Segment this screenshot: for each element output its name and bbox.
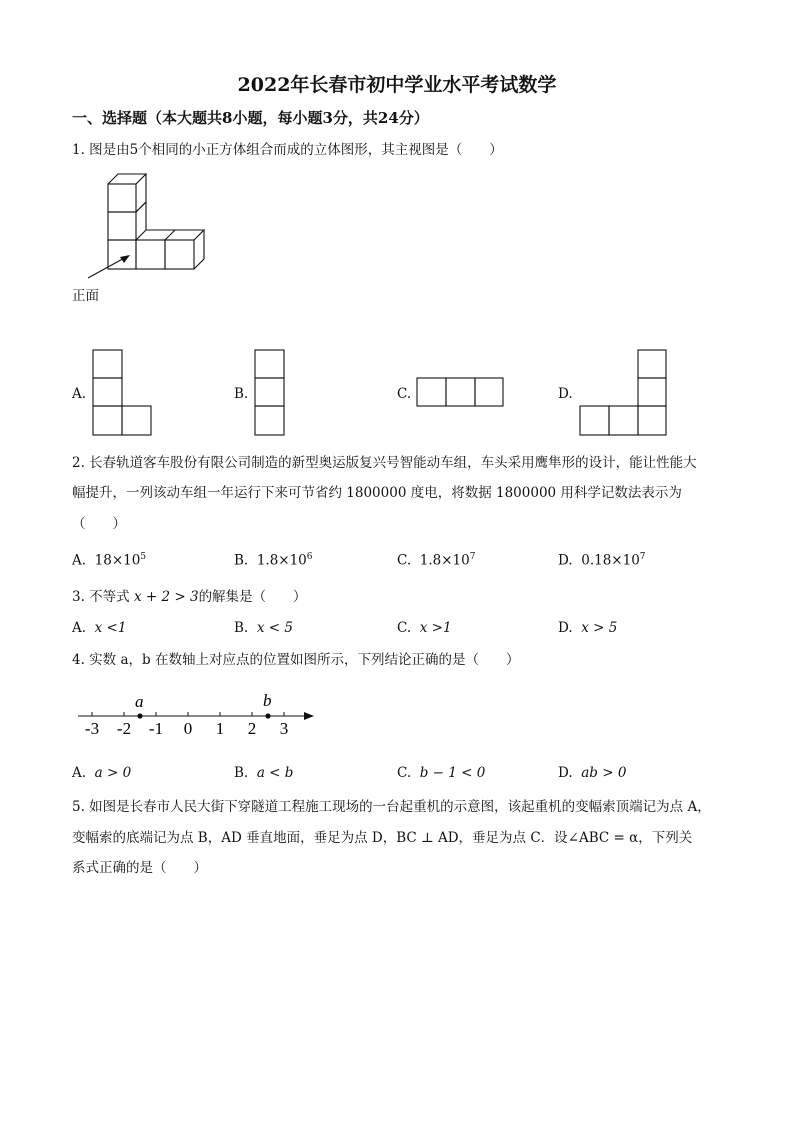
front-view-label: 正面 xyxy=(72,288,99,304)
question-1-stem: 1. 图是由5个相同的小正方体组合而成的立体图形，其主视图是（ ） xyxy=(72,142,503,158)
cube-face xyxy=(108,212,136,240)
q2-option-b-exp: 6 xyxy=(306,552,313,562)
tick-label: 2 xyxy=(247,719,257,738)
question-3-stem-pre: 3. 不等式 xyxy=(72,589,130,605)
question-5-line2: 变幅索的底端记为点 B，AD 垂直地面，垂足为点 D，BC ⊥ AD，垂足为点 C．设∠ABC = α，下列关 xyxy=(72,830,693,846)
q2-option-a-exp: 5 xyxy=(140,552,147,562)
question-4-stem: 4. 实数 a，b 在数轴上对应点的位置如图所示，下列结论正确的是（ ） xyxy=(72,652,520,668)
page-title: 2022年长春市初中学业水平考试数学 xyxy=(237,74,557,96)
q4-option-b-label: B. xyxy=(234,765,249,781)
q3-option-c-label: C. xyxy=(397,620,412,636)
option-c-label: C. xyxy=(397,386,412,402)
q4-option-a xyxy=(72,765,131,781)
q2-option-c-base: 1.8×10 xyxy=(419,552,470,569)
tick-label: -3 xyxy=(84,719,100,738)
q3-option-b xyxy=(234,620,293,636)
q4-option-b xyxy=(234,765,293,781)
tick-label: -1 xyxy=(148,719,164,738)
q2-option-d-exp: 7 xyxy=(639,552,646,562)
question-3-stem xyxy=(72,588,307,606)
option-d-label: D. xyxy=(558,386,573,402)
tick-label: -2 xyxy=(116,719,132,738)
q2-option-d-label: D. xyxy=(558,552,573,569)
q2-option-a-base: 18×10 xyxy=(94,552,141,569)
option-b-label: B. xyxy=(234,386,249,402)
q3-option-d-label: D. xyxy=(558,620,573,636)
q2-option-d xyxy=(558,552,646,569)
option-b-figure xyxy=(252,348,288,438)
question-5-line1: 5. 如图是长春市人民大街下穿隧道工程施工现场的一台起重机的示意图，该起重机的变幅索顶端记为点 A， xyxy=(72,799,711,815)
q4-option-d xyxy=(558,765,626,781)
q3-option-c-expr: x >1 xyxy=(419,620,452,636)
q3-option-b-expr: x < 5 xyxy=(256,620,293,636)
question-2-line1: 2. 长春轨道客车股份有限公司制造的新型奥运版复兴号智能动车组，车头采用鹰隼形的设计，能让性能大 xyxy=(72,455,697,471)
question-3-stem-post: 的解集是（ ） xyxy=(198,589,307,605)
tick-label: 1 xyxy=(215,719,225,738)
option-a-figure xyxy=(90,348,154,438)
q2-option-a xyxy=(72,552,146,569)
q4-option-c xyxy=(397,765,485,781)
question-2-line2: 幅提升，一列该动车组一年运行下来可节省约 1800000 度电，将数据 1800000 用科学记数法表示为 xyxy=(72,485,682,501)
cube-face xyxy=(165,240,194,269)
q2-option-c-label: C. xyxy=(397,552,412,569)
arrow-head-icon xyxy=(120,255,130,263)
q3-option-a-expr: x <1 xyxy=(94,620,127,636)
number-line-figure xyxy=(72,688,322,740)
q4-option-a-label: A. xyxy=(72,765,87,781)
q4-option-c-label: C. xyxy=(397,765,412,781)
q3-option-a-label: A. xyxy=(72,620,87,636)
tick-label: 3 xyxy=(279,719,289,738)
cube-face xyxy=(136,240,165,269)
option-c-figure xyxy=(414,376,506,408)
point-b-label: b xyxy=(263,691,272,710)
q3-option-c xyxy=(397,620,452,636)
q4-option-b-expr: a < b xyxy=(256,765,294,781)
q2-option-b-base: 1.8×10 xyxy=(256,552,307,569)
q2-option-c-exp: 7 xyxy=(469,552,476,562)
q4-option-d-label: D. xyxy=(558,765,573,781)
q2-option-b-label: B. xyxy=(234,552,249,569)
option-d-figure xyxy=(577,348,669,438)
axis-arrow-icon xyxy=(304,712,314,720)
tick-label: 0 xyxy=(183,719,193,738)
q2-option-c xyxy=(397,552,475,569)
q2-option-b xyxy=(234,552,313,569)
q2-option-d-base: 0.18×10 xyxy=(581,552,640,569)
q3-option-d-expr: x > 5 xyxy=(581,620,618,636)
q3-option-a xyxy=(72,620,126,636)
question-2-line3: （ ） xyxy=(72,516,126,532)
point-a-label: a xyxy=(135,692,144,711)
q4-option-a-expr: a > 0 xyxy=(94,765,132,781)
q4-option-c-expr: b − 1 < 0 xyxy=(419,765,486,781)
cube-face xyxy=(108,184,136,212)
q3-option-d xyxy=(558,620,617,636)
q2-option-a-label: A. xyxy=(72,552,87,569)
section-heading: 一、选择题（本大题共8小题，每小题3分，共24分） xyxy=(72,109,429,127)
question-3-expr: x + 2 > 3 xyxy=(133,589,199,605)
point-a-dot xyxy=(137,713,142,718)
option-a-label: A. xyxy=(72,386,87,402)
point-b-dot xyxy=(265,713,270,718)
q4-option-d-expr: ab > 0 xyxy=(581,765,627,781)
question-5-line3: 系式正确的是（ ） xyxy=(72,860,207,876)
q3-option-b-label: B. xyxy=(234,620,249,636)
